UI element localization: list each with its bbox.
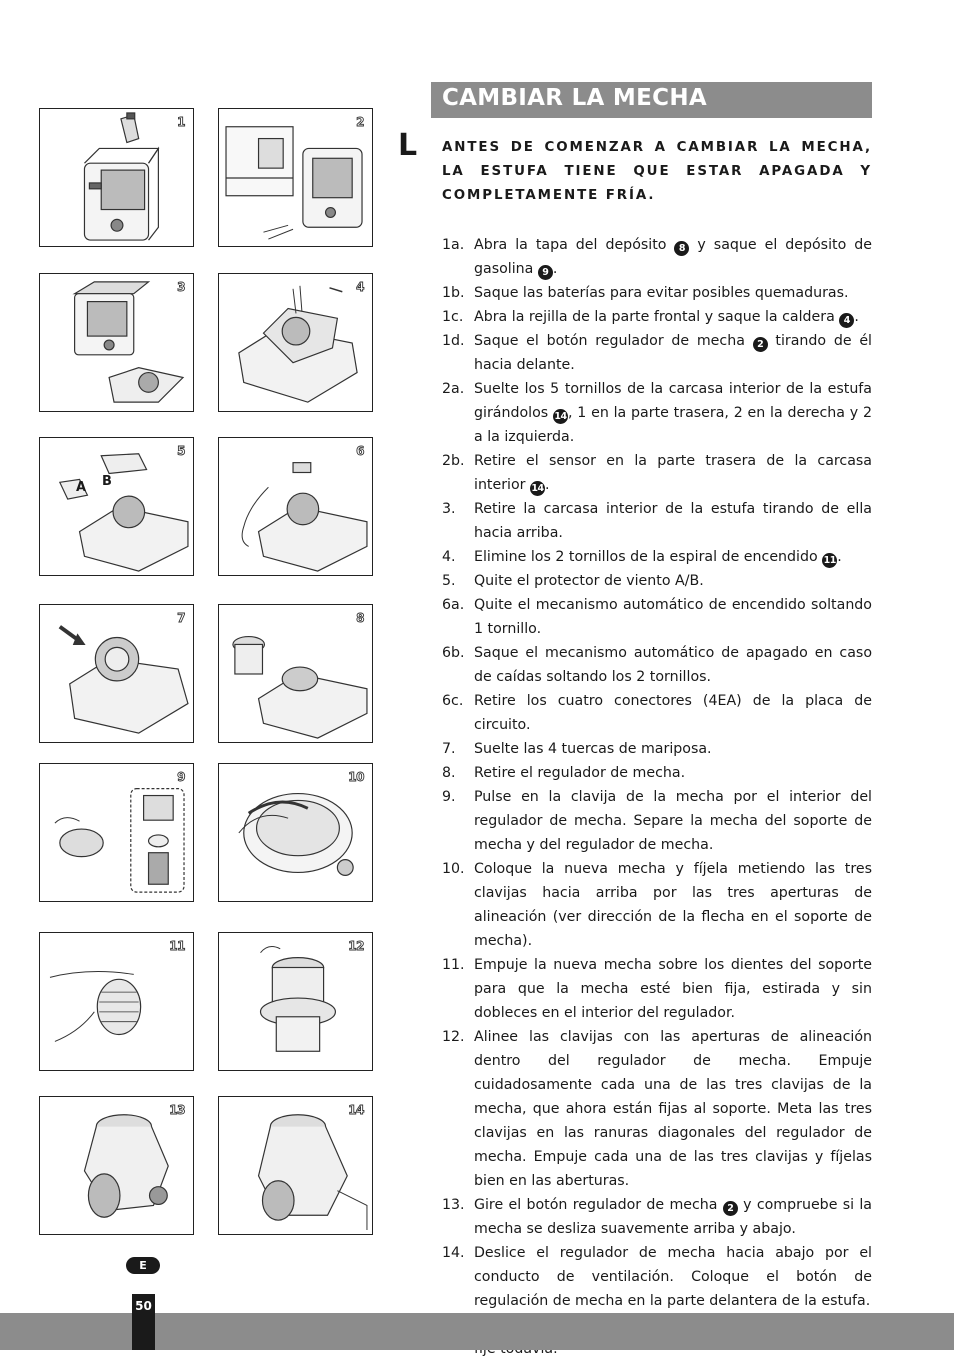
step-text: Quite el protector de viento A/B. [474,573,704,589]
step-item [442,857,872,953]
step-text: Suelte los 5 tornillos de la carcasa interior de la estufa girándolos 14, 1 en la parte trasera, 2 en la derecha y 2 a la izquierda. [474,381,872,445]
step-label: 7. [442,741,456,757]
step-label: 12. [442,1029,465,1045]
section-title-bar [431,82,872,118]
step-label: 1b. [442,285,465,301]
figure-number: 2 [356,115,364,129]
circled-reference-number: 4 [839,313,854,328]
step-item [442,545,872,569]
wick-on-holder-illustration [219,933,372,1070]
step-label: 8. [442,765,456,781]
label-b: B [102,474,112,489]
instruction-steps [442,233,872,1361]
figure-number: 10 [348,770,364,784]
step-text: Gire el botón regulador de mecha 2 y compruebe si la mecha se desliza suavemente arriba y abajo. [474,1197,873,1237]
step-text: Retire los cuatro conectores (4EA) de la placa de circuito. [474,693,872,733]
figure-4 [218,273,373,412]
step-label: 14. [442,1245,465,1261]
step-item [442,1193,872,1241]
figure-6 [218,437,373,576]
figure-number: 14 [348,1103,364,1117]
step-text: Elimine los 2 tornillos de la espiral de encendido 11. [474,549,842,566]
step-label: 11. [442,957,465,973]
regulator-removed-illustration [219,605,372,742]
step-label: 2b. [442,453,465,469]
step-label: 1d. [442,333,465,349]
step-text: Retire el sensor en la parte trasera de la carcasa interior 14. [474,453,872,494]
language-badge: E [126,1257,160,1274]
step-text: Alinee las clavijas con las aperturas de alineación dentro del regulador de mecha. Empuje cuidadosamente cada una de las tres clavijas de la mecha, que ahora están fijas al soporte. Meta las tres clavijas en las ranuras diagonales del regulador de mecha. Empuje cada una de las tres clavijas y fíjelas bien en las aberturas. [474,1029,872,1189]
step-text: Abra la tapa del depósito 8 y saque el depósito de gasolina 9 . [474,237,872,278]
step-item [442,689,872,737]
figure-number: 5 [177,444,185,458]
step-label: 13. [442,1197,465,1213]
step-item [442,785,872,857]
figure-3 [39,273,194,412]
step-item [442,953,872,1025]
figure-number: 1 [177,115,185,129]
step-text: Empuje la nueva mecha sobre los dientes del soporte para que la mecha esté bien fija, estirada y sin dobleces en el interior del regulador. [474,957,872,1021]
figure-8 [218,604,373,743]
circled-reference-number: 9 [538,265,553,280]
battery-removal-illustration [219,109,372,246]
step-item [442,641,872,689]
step-item [442,1025,872,1193]
step-label: 10. [442,861,465,877]
step-label: 1c. [442,309,464,325]
ignition-mechanism-illustration [219,438,372,575]
circled-reference-number: 8 [674,241,689,256]
regulator-installed-illustration [219,1097,372,1234]
step-item [442,305,872,329]
page-number: 50 [132,1294,155,1350]
step-item [442,377,872,449]
step-text: Abra la rejilla de la parte frontal y saque la caldera 4 . [474,309,859,326]
step-text: Coloque la nueva mecha y fíjela metiendo las tres clavijas hacia arriba por las tres aperturas de alineación (ver dirección de la flecha en el soporte de mecha). [474,861,872,949]
wind-protector-illustration [40,438,193,575]
heater-grille-removed-illustration [40,274,193,411]
step-text: Retire el regulador de mecha. [474,765,686,781]
step-label: 9. [442,789,456,805]
warning-icon: L [398,128,418,163]
step-label: 1a. [442,237,465,253]
circled-reference-number: 14 [531,483,544,494]
figure-11 [39,932,194,1071]
warning-text: ANTES DE COMENZAR A CAMBIAR LA MECHA, LA ESTUFA TIENE QUE ESTAR APAGADA Y COMPLETAMENTE FRÍA. [442,140,872,203]
step-item [442,329,872,377]
step-label: 6a. [442,597,465,613]
step-text: Pulse en la clavija de la mecha por el interior del regulador de mecha. Separe la mecha del soporte de mecha y del regulador de mecha. [474,789,872,853]
heater-with-tank-illustration [40,109,193,246]
step-text: Saque el botón regulador de mecha 2 tirando de él hacia delante. [474,333,872,373]
step-item [442,1241,872,1313]
figure-number: 9 [177,770,185,784]
figure-number: 11 [169,939,185,953]
figure-number: 7 [177,611,185,625]
step-item [442,569,872,593]
figure-14 [218,1096,373,1235]
step-item [442,761,872,785]
figure-number: 6 [356,444,364,458]
figure-12 [218,932,373,1071]
step-label: 2a. [442,381,465,397]
step-label: 3. [442,501,456,517]
step-item [442,233,872,281]
figure-5 [39,437,194,576]
step-text: Quite el mecanismo automático de encendido soltando 1 tornillo. [474,597,872,637]
step-label: 5. [442,573,456,589]
figure-13 [39,1096,194,1235]
figure-number: 8 [356,611,364,625]
figure-number: 12 [348,939,364,953]
wick-separation-illustration [40,764,193,901]
step-item [442,449,872,497]
regulator-knob-illustration [40,1097,193,1234]
label-a: A [76,480,87,495]
step-item [442,281,872,305]
figure-number: 4 [356,280,364,294]
figure-number: 13 [169,1103,185,1117]
section-title: CAMBIAR LA MECHA [442,85,707,111]
circled-reference-number: 2 [753,337,768,352]
figure-7 [39,604,194,743]
circled-reference-number: 2 [723,1201,738,1216]
step-text: Saque las baterías para evitar posibles quemaduras. [474,285,849,301]
step-item [442,737,872,761]
figure-2 [218,108,373,247]
inner-casing-screws-illustration [219,274,372,411]
step-text: Retire la carcasa interior de la estufa tirando de ella hacia arriba. [474,501,872,541]
step-item [442,497,872,545]
circled-reference-number: 11 [823,555,836,566]
figure-9 [39,763,194,902]
step-text: Suelte las 4 tuercas de mariposa. [474,741,712,757]
figure-number: 3 [177,280,185,294]
step-item [442,593,872,641]
figure-1 [39,108,194,247]
step-text: Deslice el regulador de mecha hacia abajo por el conducto de ventilación. Coloque el botón de regulación de mecha en la parte delantera de la estufa. [474,1245,872,1309]
wick-insertion-illustration [219,764,372,901]
wick-regulator-arrow-illustration [40,605,193,742]
circled-reference-number: 14 [554,411,567,422]
hand-holding-wick-illustration [40,933,193,1070]
step-label: 6b. [442,645,465,661]
step-label: 6c. [442,693,464,709]
step-label: 4. [442,549,456,565]
step-text: Saque el mecanismo automático de apagado en caso de caídas soltando los 2 tornillos. [474,645,872,685]
figure-10 [218,763,373,902]
